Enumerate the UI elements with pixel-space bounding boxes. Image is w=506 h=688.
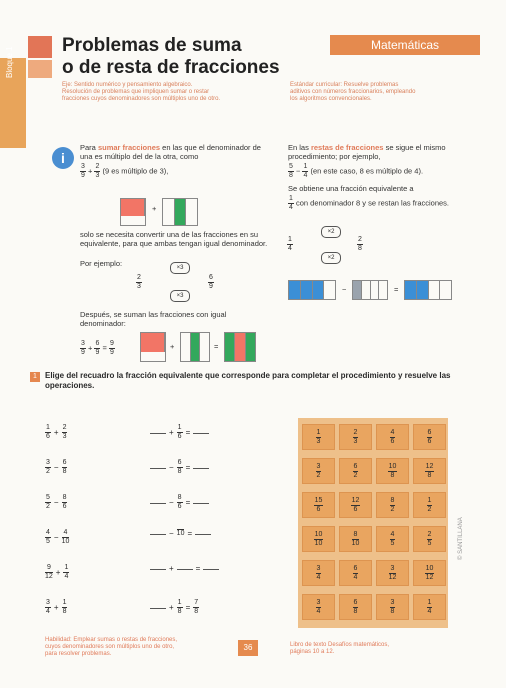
fraction: $\frac{8}{6}$ [62,494,67,510]
textbook-reference [290,642,450,656]
fraction: $\frac{6}{4}$ [353,564,358,581]
title-line-2: o de resta de fracciones [62,57,280,78]
answer-blank[interactable] [150,533,166,535]
answer-option[interactable] [413,594,446,620]
meta-left-2: Resolución de problemas que impliquen sumar o restar [62,89,210,95]
answer-row [302,458,446,484]
fraction: $\frac{5}{2}$ [46,494,50,510]
bar-sum-result [224,332,256,362]
answer-row [302,492,446,518]
sum-intro: Para [80,143,98,152]
fraction: $\frac{12}{6}$ [351,496,360,513]
answer-option[interactable] [413,458,446,484]
exercise-row: $\frac{3}{2}$ − $\frac{6}{8}$ [46,459,67,475]
exercise-row: $\frac{3}{4}$ + $\frac{1}{8}$ [46,599,67,615]
bar-model-green [162,198,198,226]
exercise-row: $\frac{1}{6}$ + $\frac{2}{3}$ [46,424,67,440]
fraction: $\frac{3}{4}$ [46,599,50,615]
fraction: $\frac{4}{5}$ [46,529,50,545]
answer-box [298,418,448,628]
exercise-row: $\frac{9}{12}$ + $\frac{1}{4}$ [45,564,69,580]
title-line-1: Problemas de suma [62,35,242,56]
fraction: $\frac{10}{12}$ [425,564,434,581]
exercise-answer-row[interactable]: + $\frac{1}{6}$ = [150,424,209,441]
plus-sign: + [152,204,157,213]
bar-sum-a [140,332,166,362]
exercise-row: $\frac{5}{2}$ − $\frac{8}{6}$ [46,494,67,510]
fraction: $\frac{4}{6}$ [390,428,395,445]
fraction: $\frac{2}{3}$ [137,274,141,290]
subtraction-explanation: En las restas de fracciones se sigue el mismo procedimiento; por ejemplo, $\frac{5}{8}$ − $\frac{1}{4}$ (en este caso, 8 es múltiplo de 4). Se obtiene una fracción equivalente a $\frac{1}{4}$ con denominador 8 y se restan las fracciones. [288,143,449,211]
answer-option[interactable] [376,492,409,518]
exercise-number: 1 [30,372,40,382]
info-icon: i [52,147,74,169]
fraction: $\frac{2}{3}$ [95,163,100,179]
answer-blank[interactable] [193,502,209,504]
fraction: $\frac{4}{5}$ [390,530,395,547]
title-decoration-2 [28,60,52,78]
fraction: $\frac{8}{10}$ [351,530,360,547]
answer-option[interactable] [339,560,372,586]
answer-row [302,560,446,586]
minus-sign: − [342,285,347,294]
fraction: $\frac{2}{3}$ [353,428,358,445]
fraction: $\frac{6}{8}$ [62,459,67,475]
answer-option[interactable] [413,560,446,586]
answer-option[interactable] [376,526,409,552]
fraction: $\frac{3}{4}$ [316,598,321,615]
fraction: 10 [176,530,185,537]
exercise-answer-row[interactable]: + = [150,564,219,573]
reference-line-2: páginas 10 a 12. [290,649,335,655]
fraction: $\frac{1}{4}$ [427,598,432,615]
fraction: $\frac{1}{8}$ [62,599,67,615]
fraction: $\frac{6}{6}$ [427,428,432,445]
reference-line-1: Libro de texto Desafíos matemáticos, [290,642,390,648]
answer-blank[interactable] [150,502,166,504]
multiplier-top: ×3 [170,262,190,274]
equals-sign: = [214,342,219,351]
answer-option[interactable] [339,424,372,450]
plus-sign: + [88,166,93,176]
fraction: $\frac{6}{8}$ [177,459,182,475]
fraction: $\frac{6}{2}$ [353,462,358,479]
answer-blank[interactable] [150,432,166,434]
exercise-answer-row[interactable]: − $\frac{6}{8}$ = [150,459,209,476]
exercise-row: $\frac{4}{5}$ − $\frac{4}{10}$ [46,529,70,545]
answer-option[interactable] [376,560,409,586]
fraction: $\frac{6}{9}$ [209,274,213,290]
standard-info [290,82,480,103]
fraction: $\frac{10}{8}$ [388,462,397,479]
conversion-diagram [130,262,220,302]
fraction: $\frac{3}{4}$ [316,564,321,581]
answer-option[interactable] [302,458,335,484]
multiplier-top: ×2 [321,226,341,238]
answer-option[interactable] [376,424,409,450]
meta-right-1: Estándar curricular: Resuelve problemas [290,82,399,88]
fraction: $\frac{1}{8}$ [177,599,182,615]
skill-line-2: cuyos denominadores son múltiplos uno de otro, [45,644,175,650]
answer-option[interactable] [376,458,409,484]
conversion-text: solo se necesita convertir una de las fracciones en su equivalente, para que ambas tengan igual denominador. [80,230,268,248]
page-title [62,35,280,79]
answer-option[interactable] [413,424,446,450]
block-label: Bloque 1 [5,46,14,78]
skill-line-1: Habilidad: Emplear sumas o restas de fracciones, [45,637,178,643]
answer-option[interactable] [413,492,446,518]
meta-left-3: fracciones cuyos denominadores son múltiplos uno de otro. [62,96,221,102]
subtraction-conversion-diagram: ×2 ×2 $\frac{1}{4}$ $\frac{2}{8}$ [285,226,375,266]
equals-sign: = [394,285,399,294]
meta-right-2: aditivos con números fraccionarios, empleando [290,89,416,95]
fraction: $\frac{3}{8}$ [390,598,395,615]
exercise-answer-row[interactable]: + $\frac{1}{8}$ = $\frac{7}{8}$ [150,599,199,616]
fraction: $\frac{7}{8}$ [194,599,199,615]
exercise-answer-row[interactable]: − 10 = [150,529,211,538]
answer-option[interactable] [302,492,335,518]
multiplier-bottom: ×3 [170,290,190,302]
answer-row [302,594,446,620]
page-number: 36 [238,640,258,656]
answer-option[interactable] [302,526,335,552]
fraction: $\frac{4}{10}$ [61,529,70,545]
fraction: $\frac{10}{10}$ [314,530,323,547]
fraction: $\frac{3}{9}$ [81,163,85,179]
sum-intro-2: en las que el denominador de una es múltiplo del de la otra, como [80,143,261,161]
fraction: $\frac{1}{3}$ [316,428,321,445]
meta-right-3: los algoritmos convencionales. [290,96,372,102]
answer-blank[interactable] [150,568,166,570]
fraction: $\frac{1}{6}$ [46,424,50,440]
sum-result-text: Después, se suman las fracciones con igual denominador: [80,310,227,328]
title-decoration [28,36,52,58]
sum-highlight: sumar fracciones [97,143,161,152]
publisher-mark: © SANTILLANA [458,517,464,560]
answer-row [302,526,446,552]
answer-option[interactable] [376,594,409,620]
sum-explanation [80,143,270,180]
fraction: $\frac{8}{6}$ [177,494,182,510]
fraction: $\frac{3}{2}$ [316,462,321,479]
answer-option[interactable] [413,526,446,552]
bar-sum-b [180,332,210,362]
skill-note [45,637,225,658]
fraction: $\frac{6}{8}$ [353,598,358,615]
skill-line-3: para resolver problemas. [45,651,112,657]
bar-sub-a [288,280,336,300]
meta-left-1: Eje: Sentido numérico y pensamiento algebraico. [62,82,193,88]
fraction: $\frac{1}{4}$ [64,564,69,580]
answer-blank[interactable] [150,467,166,469]
answer-option[interactable] [339,458,372,484]
axis-info [62,82,272,103]
answer-option[interactable] [302,594,335,620]
fraction: $\frac{15}{6}$ [314,496,323,513]
answer-option[interactable] [302,560,335,586]
answer-blank[interactable] [150,607,166,609]
answer-blank[interactable] [193,432,209,434]
fraction: $\frac{3}{2}$ [46,459,50,475]
fraction: $\frac{2}{3}$ [62,424,67,440]
fraction: $\frac{8}{2}$ [390,496,395,513]
bar-sub-b [352,280,388,300]
answer-option[interactable] [339,492,372,518]
multiplier-bottom: ×2 [321,252,341,264]
exercise-instructions: Elige del recuadro la fracción equivalente que corresponde para completar el procedimiento y resuelve las operaciones. [45,371,451,390]
fraction: $\frac{9}{12}$ [45,564,53,580]
answer-blank[interactable] [193,467,209,469]
answer-blank[interactable] [203,568,219,570]
bar-model-thirds [120,198,146,226]
fraction: $\frac{1}{2}$ [427,496,432,513]
example-label: Por ejemplo: [80,259,123,268]
fraction: $\frac{3}{12}$ [388,564,397,581]
sum-result: $\frac{3}{9}$ + $\frac{6}{9}$ = $\frac{9}{9}$ [81,340,114,356]
sum-note: (9 es múltiplo de 3), [102,166,169,176]
fraction: $\frac{2}{5}$ [427,530,432,547]
plus-sign: + [170,342,175,351]
fraction: $\frac{1}{6}$ [177,424,182,440]
answer-blank[interactable] [195,533,211,535]
bar-sub-result [404,280,452,300]
block-tab [0,46,26,148]
answer-option[interactable] [339,526,372,552]
answer-blank[interactable] [177,568,193,570]
exercise-answer-row[interactable]: − $\frac{8}{6}$ = [150,494,209,511]
answer-option[interactable] [302,424,335,450]
answer-row [302,424,446,450]
subject-badge: Matemáticas [330,35,480,55]
answer-option[interactable] [339,594,372,620]
fraction: $\frac{12}{8}$ [425,462,434,479]
exercise-list [45,420,295,630]
